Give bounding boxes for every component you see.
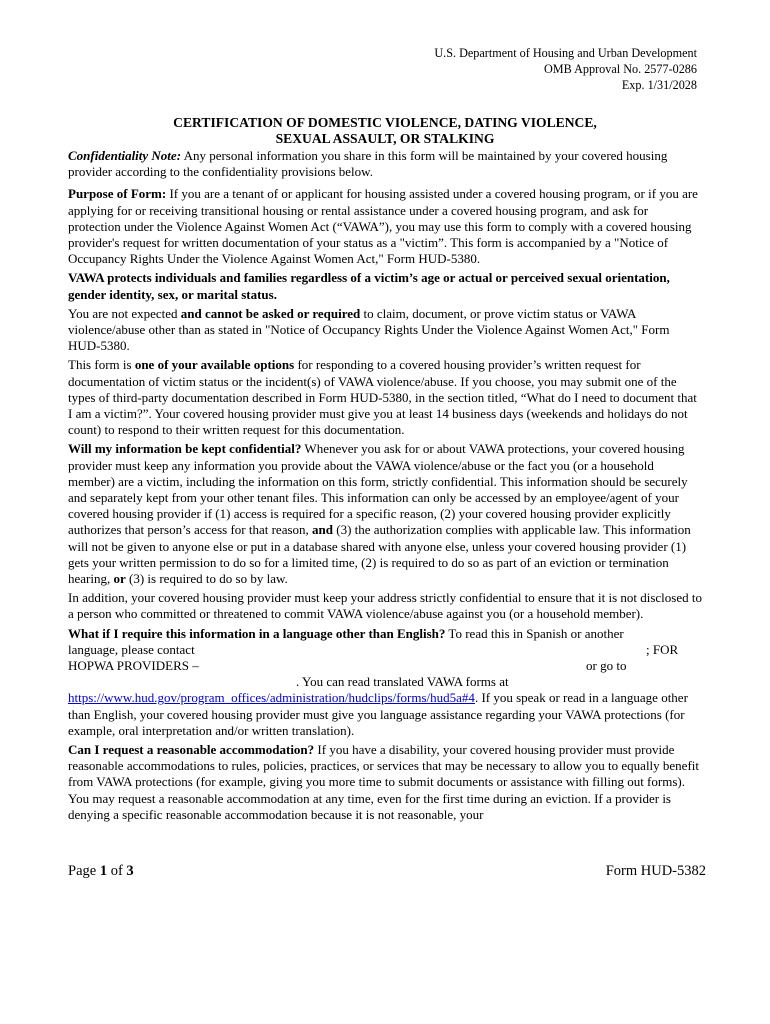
- confidential-text-1: Whenever you ask for or about VAWA protections, your covered housing provider must keep any information you provide about the VAWA violence/abuse or the fact you (or a household member) are a victim, including the information on this form, strictly confidential. This information should be securely and separately kept from your other tenant files. This information can only be accessed by an employee/agent of your covered housing provider if (1) access is required for a specific reason, (2) your covered housing provider explicitly authorizes that person’s access for that reason,: [68, 441, 688, 538]
- page-footer: [68, 863, 706, 880]
- options-paragraph: [68, 357, 704, 438]
- or-go-to-label: or go to: [586, 658, 627, 674]
- agency-name: U.S. Department of Housing and Urban Development: [434, 46, 697, 60]
- accommodation-label: Can I request a reasonable accommodation?: [68, 742, 315, 758]
- language-text-1: To read this in Spanish or another: [445, 625, 624, 641]
- options-pre: This form is: [68, 357, 135, 373]
- not-expected-bold: and cannot be asked or required: [180, 305, 361, 321]
- hud-forms-link[interactable]: https://www.hud.gov/program_offices/administration/hudclips/forms/hud5a#4: [68, 690, 475, 706]
- title-line-1: CERTIFICATION OF DOMESTIC VIOLENCE, DATING VIOLENCE,: [173, 115, 597, 130]
- confidential-and: and: [312, 522, 333, 538]
- language-label: What if I require this information in a language other than English?: [68, 625, 446, 641]
- options-bold: one of your available options: [134, 357, 295, 373]
- not-expected-post: to claim, document, or prove victim status or VAWA violence/abuse other than as stated in "Notice of Occupancy Rights Under the Violence Against Women Act," Form HUD-5380.: [68, 305, 670, 354]
- confidentiality-text: Any personal information you share in this form will be maintained by your covered housing provider according to the confidentiality provisions below.: [68, 148, 668, 180]
- language-line-4: [68, 674, 704, 690]
- expiration-date: Exp. 1/31/2028: [621, 78, 697, 92]
- translated-forms-text: . You can read translated VAWA forms at: [296, 674, 509, 690]
- form-number: Form HUD-5382: [605, 863, 706, 879]
- page-total: 3: [126, 863, 134, 879]
- language-line-3: [68, 658, 704, 674]
- language-text-2: . If you speak or read in a language other than English, your covered housing provider must give you language assistance regarding your VAWA protections (for example, oral interpretation and/or written translation).: [68, 690, 688, 738]
- purpose-paragraph: [68, 186, 704, 267]
- form-body: [68, 148, 704, 826]
- omb-approval: OMB Approval No. 2577-0286: [543, 62, 697, 76]
- accommodation-paragraph: [68, 742, 704, 823]
- page-label: Page: [68, 863, 100, 879]
- vawa-protects-paragraph: VAWA protects individuals and families regardless of a victim’s age or actual or perceived sexual orientation, gender identity, sex, or marital status.: [68, 270, 670, 302]
- title-line-2: SEXUAL ASSAULT, OR STALKING: [275, 131, 495, 146]
- language-paragraph: [68, 626, 704, 739]
- confidential-text-3: (3) is required to do so by law.: [125, 571, 288, 587]
- options-post: for responding to a covered housing provider’s written request for documentation of victim status or the incident(s) of VAWA violence/abuse. If you choose, you may submit one of the types of third-party documentation described in Form HUD-5380, in the section titled, “What do I need to document that I am a victim?”. Your covered housing provider must give you at least 14 business days (weekends and holidays do not count) to respond to their written request for this documentation.: [68, 357, 697, 438]
- page-current: 1: [99, 863, 108, 879]
- accommodation-text: If you have a disability, your covered housing provider must provide reasonable accommodations to rules, policies, practices, or services that may be necessary to allow you to equally benefit from VAWA protections (for example, giving you more time to submit documents or assistance with filling out forms). You may request a reasonable accommodation at any time, even for the first time during an eviction. If a provider is denying a specific reasonable accommodation because it is not reasonable, your: [68, 742, 700, 822]
- page-number: [68, 863, 134, 880]
- confidential-or: or: [113, 571, 126, 587]
- address-paragraph: In addition, your covered housing provider must keep your address strictly confidential to ensure that it is not disclosed to a person who committed or threatened to commit VAWA violence/abuse against you (or a household member).: [68, 590, 702, 622]
- confidentiality-label: Confidentiality Note:: [68, 148, 182, 163]
- agency-header: [434, 45, 697, 93]
- confidential-text-2: (3) the authorization complies with applicable law. This information will not be given to anyone else or put in a database shared with anyone else, unless your covered housing provider (1) gets your written permission to do so for a limited time, (2) is required to do so as part of an eviction or termination hearing,: [68, 522, 691, 587]
- hopwa-providers-label: HOPWA PROVIDERS –: [68, 658, 199, 674]
- confidentiality-note: [68, 148, 704, 180]
- confidential-paragraph: [68, 441, 704, 587]
- not-expected-paragraph: [68, 306, 704, 355]
- purpose-text: If you are a tenant of or applicant for housing assisted under a covered housing program, or if you are applying for or receiving transitional housing or rental assistance under a covered housing program, and ask for protection under the Violence Against Women Act (“VAWA”), you may use this form to comply with a covered housing provider's request for written documentation of your status as a "victim”. This form is accompanied by a "Notice of Occupancy Rights Under the Violence Against Women Act," Form HUD-5380.: [68, 186, 698, 267]
- page-of: of: [107, 863, 127, 879]
- language-contact-label: language, please contact: [68, 641, 195, 657]
- not-expected-pre: You are not expected: [68, 305, 181, 321]
- language-line-2: [68, 642, 704, 658]
- language-rest: [68, 690, 704, 739]
- language-line-1: [68, 626, 704, 642]
- purpose-label: Purpose of Form:: [68, 186, 167, 202]
- confidential-label: Will my information be kept confidential?: [68, 441, 302, 457]
- language-for-label: ; FOR: [646, 641, 679, 657]
- form-title: [68, 115, 702, 147]
